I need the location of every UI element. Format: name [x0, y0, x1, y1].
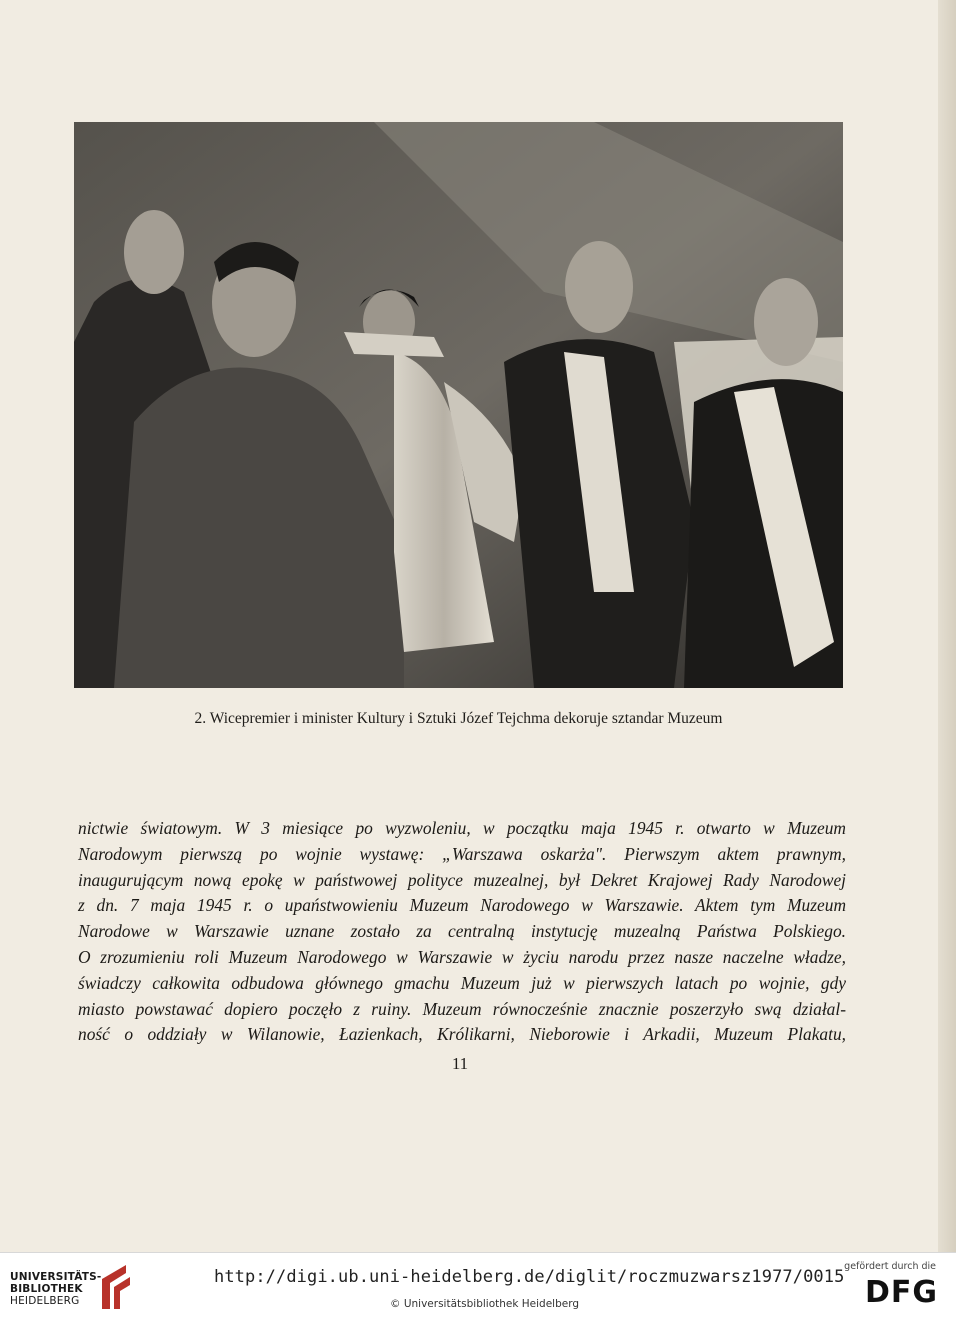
permalink-url[interactable]: http://digi.ub.uni-heidelberg.de/diglit/roczmuzwarsz1977/0015	[214, 1267, 845, 1287]
text-line: ność o oddziały w Wilanowie, Łazienkach, Królikarni, Nieborowie i Arkadii, Muzeum Plakatu,	[78, 1024, 846, 1045]
text-line: O zrozumieniu roli Muzeum Narodowego w Warszawie w życiu narodu przez nasze naczelne władze,	[78, 946, 846, 967]
library-name[interactable]	[10, 1271, 101, 1307]
text-line: nictwie światowym. W 3 miesiące po wyzwoleniu, w początku maja 1945 r. otwarto w Muzeum	[78, 818, 846, 838]
photograph	[74, 122, 843, 688]
photo-caption: 2. Wicepremier i minister Kultury i Sztuki Józef Tejchma dekoruje sztandar Muzeum	[194, 710, 723, 727]
library-line-1: UNIVERSITÄTS-	[10, 1271, 102, 1283]
library-line-3: HEIDELBERG	[10, 1295, 80, 1307]
library-line-2: BIBLIOTHEK	[10, 1283, 83, 1295]
page-number: 11	[451, 1054, 469, 1073]
photo-illustration	[74, 122, 843, 688]
page-edge-shadow	[938, 0, 956, 1252]
text-line: świadczy całkowita odbudowa głównego gmachu Muzeum już w pierwszych latach po wojnie, gdy	[78, 972, 846, 993]
digitization-footer	[0, 1252, 956, 1321]
funding-note: gefördert durch die	[844, 1261, 936, 1272]
text-line: Narodowym pierwszą po wojnie wystawę: „Warszawa oskarża". Pierwszym aktem prawnym,	[78, 843, 846, 864]
text-line: z dn. 7 maja 1945 r. o upaństwowieniu Muzeum Narodowego w Warszawie. Aktem tym Muzeum	[78, 895, 846, 916]
body-paragraph	[78, 816, 846, 1048]
text-line: inaugurującym nową epokę w państwowej polityce muzealnej, był Dekret Krajowej Rady Narodowej	[78, 869, 846, 890]
text-line: miasto powstawać dopiero poczęło z ruiny. Muzeum równocześnie znacznie poszerzyło swą działal-	[78, 998, 846, 1019]
ub-logo-icon	[96, 1261, 136, 1311]
dfg-logo[interactable]: DFG	[864, 1275, 938, 1310]
copyright-notice: © Universitätsbibliothek Heidelberg	[390, 1298, 580, 1310]
text-line: Narodowe w Warszawie uznane zostało za centralną instytucję muzealną Państwa Polskiego.	[78, 921, 846, 942]
